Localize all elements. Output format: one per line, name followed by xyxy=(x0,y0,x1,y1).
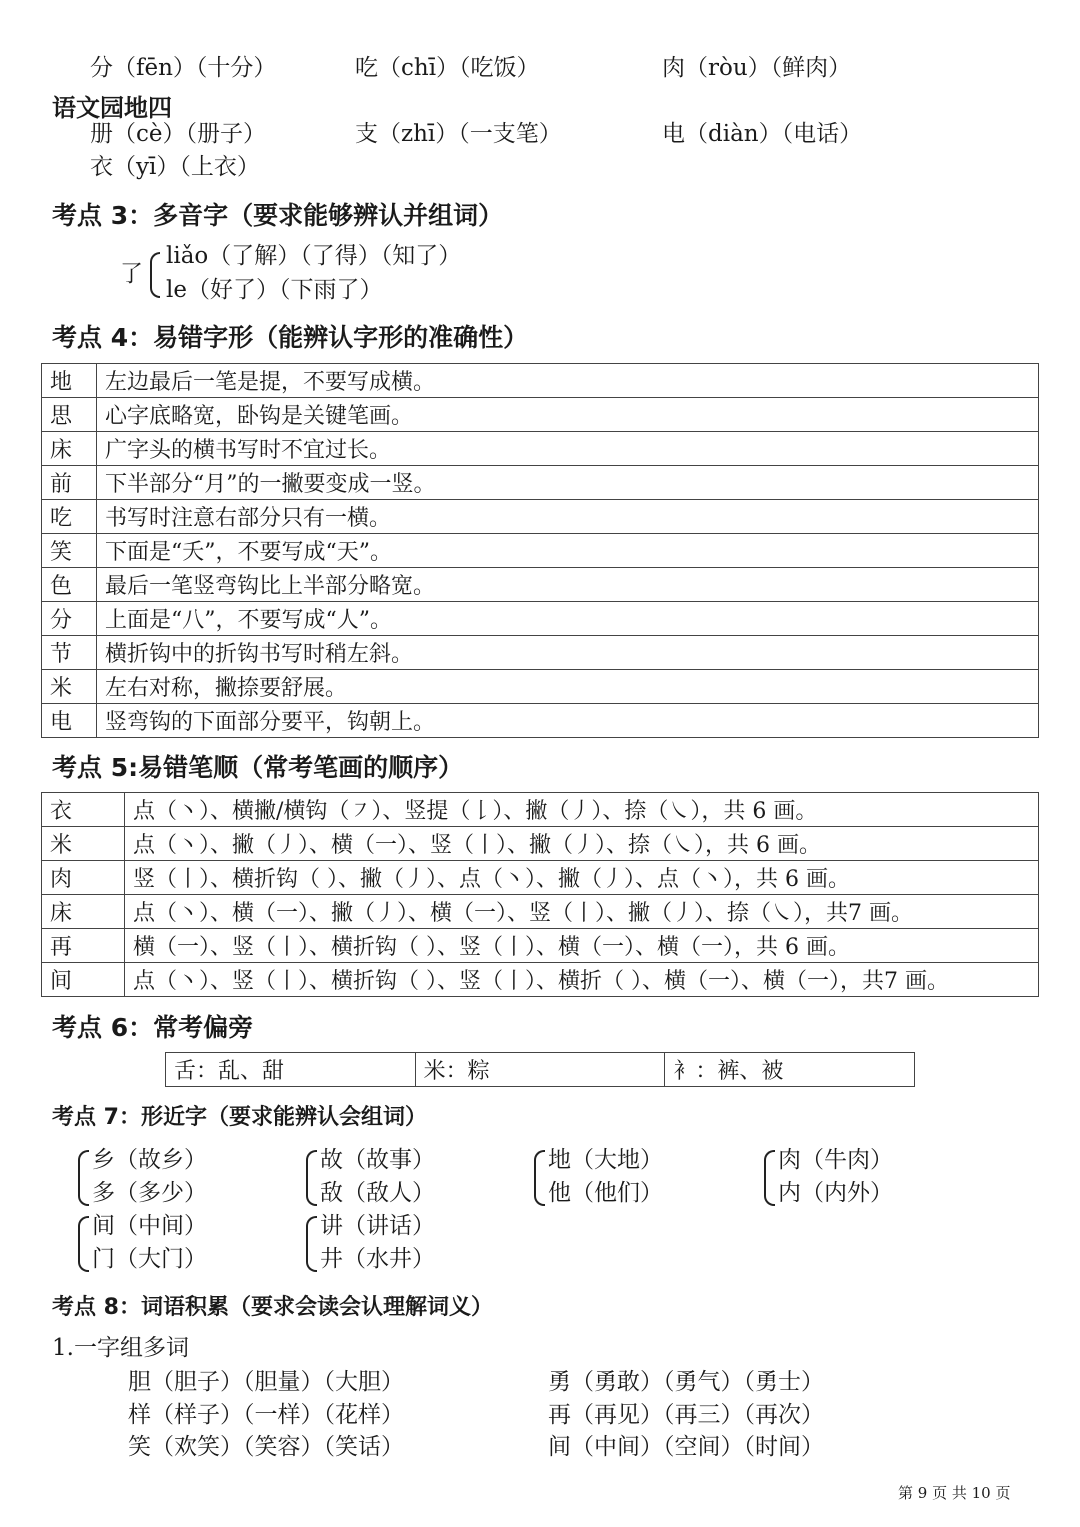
word-group: 再（再见）（再三）（再次） xyxy=(548,1402,824,1428)
word-item: 电（diàn）（电话） xyxy=(662,121,863,147)
k6-table xyxy=(165,1052,915,1087)
char-cell: 思 xyxy=(42,398,97,432)
k6-title: 考点 6：常考偏旁 xyxy=(52,1013,254,1042)
k8-subtitle: 1.一字组多词 xyxy=(52,1335,189,1361)
char-cell: 色 xyxy=(42,568,97,602)
char-cell: 床 xyxy=(42,895,125,929)
table-row xyxy=(42,466,1039,500)
char-cell: 分 xyxy=(42,602,97,636)
desc-cell: 下面是“夭”，不要写成“天”。 xyxy=(97,534,1039,568)
radical-cell: 舌：乱、甜 xyxy=(166,1053,416,1087)
word-item: 吃（chī）（吃饭） xyxy=(355,55,540,81)
desc-cell: 左边最后一笔是提，不要写成横。 xyxy=(97,364,1039,398)
desc-cell: 横（一）、竖（丨）、横折钩（ ）、竖（丨）、横（一）、横（一），共 6 画。 xyxy=(125,929,1039,963)
word-item: 分（fēn）（十分） xyxy=(90,55,277,81)
polyphone-line: le（好了）（下雨了） xyxy=(166,277,383,303)
char-cell: 米 xyxy=(42,827,125,861)
word-group: 样（样子）（一样）（花样） xyxy=(128,1402,404,1428)
desc-cell: 书写时注意右部分只有一横。 xyxy=(97,500,1039,534)
char-cell: 间 xyxy=(42,963,125,997)
k8-title: 考点 8：词语积累（要求会读会认理解词义） xyxy=(52,1295,493,1320)
table-row xyxy=(42,793,1039,827)
desc-cell: 上面是“八”，不要写成“人”。 xyxy=(97,602,1039,636)
k5-table xyxy=(41,792,1039,997)
char-cell: 米 xyxy=(42,670,97,704)
k5-title: 考点 5:易错笔顺（常考笔画的顺序） xyxy=(52,753,464,782)
char-cell: 吃 xyxy=(42,500,97,534)
table-row xyxy=(42,568,1039,602)
table-row xyxy=(42,432,1039,466)
table-row xyxy=(42,534,1039,568)
table-row xyxy=(42,602,1039,636)
table-row xyxy=(42,861,1039,895)
desc-cell: 横折钩中的折钩书写时稍左斜。 xyxy=(97,636,1039,670)
word-group: 勇（勇敢）（勇气）（勇士） xyxy=(548,1369,824,1395)
similar-pair: 间（中间） 门（大门） xyxy=(92,1210,207,1276)
k7-title: 考点 7：形近字（要求能辨认会组词） xyxy=(52,1105,427,1130)
k4-table xyxy=(41,363,1039,738)
similar-pair: 地（大地） 他（他们） xyxy=(548,1144,663,1210)
word-item: 册（cè）（册子） xyxy=(90,121,266,147)
char-cell: 电 xyxy=(42,704,97,738)
desc-cell: 点（丶）、竖（丨）、横折钩（ ）、竖（丨）、横折（ ）、横（一）、横（一），共7 画。 xyxy=(125,963,1039,997)
table-row xyxy=(42,929,1039,963)
word-item: 衣（yī）（上衣） xyxy=(90,154,260,180)
radical-cell: 米：粽 xyxy=(415,1053,665,1087)
similar-pair: 乡（故乡） 多（多少） xyxy=(92,1144,207,1210)
similar-pair: 故（故事） 敌（敌人） xyxy=(320,1144,435,1210)
k4-title: 考点 4：易错字形（能辨认字形的准确性） xyxy=(52,323,529,352)
polyphone-line: liǎo（了解）（了得）（知了） xyxy=(166,243,462,269)
char-cell: 节 xyxy=(42,636,97,670)
page-footer: 第 9 页 共 10 页 xyxy=(898,1484,1011,1502)
desc-cell: 广字头的横书写时不宜过长。 xyxy=(97,432,1039,466)
table-row xyxy=(42,636,1039,670)
word-group: 笑（欢笑）（笑容）（笑话） xyxy=(128,1434,404,1460)
table-row xyxy=(42,827,1039,861)
brace xyxy=(150,252,160,298)
char-cell: 床 xyxy=(42,432,97,466)
char-cell: 笑 xyxy=(42,534,97,568)
word-item: 肉（ròu）（鲜肉） xyxy=(662,55,852,81)
radical-cell: 衤：裤、被 xyxy=(665,1053,915,1087)
desc-cell: 左右对称，撇捺要舒展。 xyxy=(97,670,1039,704)
desc-cell: 心字底略宽，卧钩是关键笔画。 xyxy=(97,398,1039,432)
word-group: 间（中间）（空间）（时间） xyxy=(548,1434,824,1460)
table-row xyxy=(42,398,1039,432)
table-row xyxy=(42,895,1039,929)
char-cell: 衣 xyxy=(42,793,125,827)
table-row xyxy=(42,670,1039,704)
word-item: 支（zhī）（一支笔） xyxy=(355,121,562,147)
section-heading: 语文园地四 xyxy=(52,94,172,122)
table-row xyxy=(42,963,1039,997)
similar-pair: 讲（讲话） 井（水井） xyxy=(320,1210,435,1276)
desc-cell: 最后一笔竖弯钩比上半部分略宽。 xyxy=(97,568,1039,602)
table-row xyxy=(42,500,1039,534)
desc-cell: 点（丶）、横撇/横钩（㇇）、竖提（𠄌）、撇（丿）、捺（㇏），共 6 画。 xyxy=(125,793,1039,827)
word-group: 胆（胆子）（胆量）（大胆） xyxy=(128,1369,404,1395)
desc-cell: 点（丶）、撇（丿）、横（一）、竖（丨）、撇（丿）、捺（㇏），共 6 画。 xyxy=(125,827,1039,861)
similar-pair: 肉（牛肉） 内（内外） xyxy=(778,1144,893,1210)
table-row xyxy=(42,704,1039,738)
desc-cell: 竖弯钩的下面部分要平，钩朝上。 xyxy=(97,704,1039,738)
table-row xyxy=(42,364,1039,398)
char-cell: 前 xyxy=(42,466,97,500)
char-cell: 地 xyxy=(42,364,97,398)
char-cell: 再 xyxy=(42,929,125,963)
polyphone-char: 了 xyxy=(120,261,143,287)
desc-cell: 点（丶）、横（一）、撇（丿）、横（一）、竖（丨）、撇（丿）、捺（㇏），共7 画。 xyxy=(125,895,1039,929)
k3-title: 考点 3：多音字（要求能够辨认并组词） xyxy=(52,201,504,230)
desc-cell: 下半部分“月”的一撇要变成一竖。 xyxy=(97,466,1039,500)
char-cell: 肉 xyxy=(42,861,125,895)
desc-cell: 竖（丨）、横折钩（ ）、撇（丿）、点（丶）、撇（丿）、点（丶），共 6 画。 xyxy=(125,861,1039,895)
